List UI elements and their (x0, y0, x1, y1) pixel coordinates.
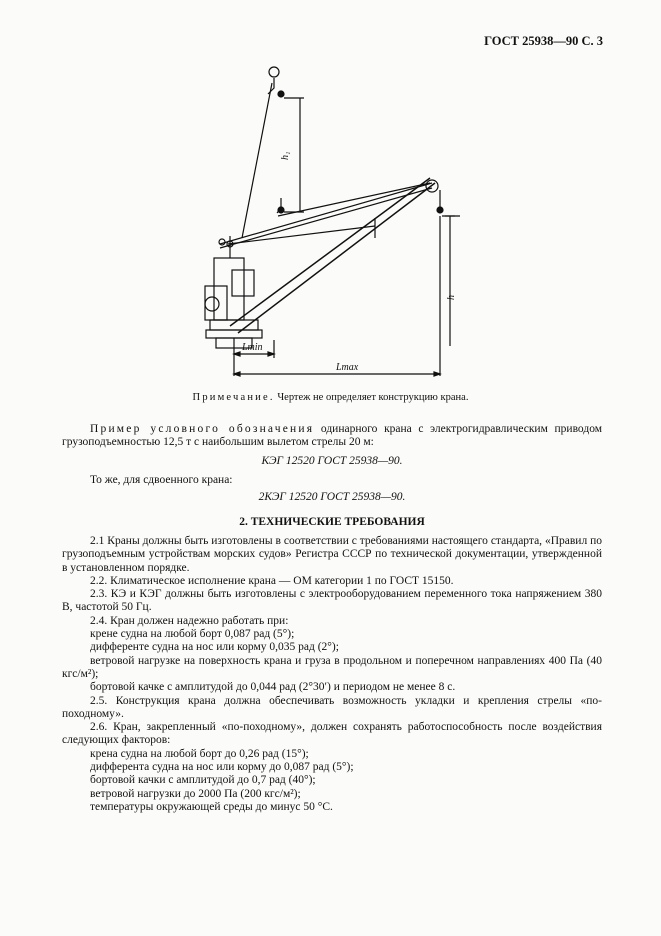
boom-rope-2 (220, 188, 432, 248)
clause-2-2: 2.2. Климатическое исполнение крана — ОМ категории 1 по ГОСТ 15150. (90, 574, 454, 587)
page-header: ГОСТ 25938—90 С. 3 (484, 34, 603, 48)
designation-double-block (62, 491, 602, 504)
label-h: h (446, 295, 457, 300)
crane-machinery (232, 270, 254, 296)
clause-2-6-item-1: крена судна на любой борт до 0,26 рад (15°); (90, 747, 309, 760)
rope-top (242, 83, 272, 238)
clause-2-6-item-2: дифферента судна на нос или корму до 0,087 рад (5°); (90, 761, 354, 774)
crane-drawing (150, 58, 480, 388)
boom-upper-edge (230, 178, 430, 326)
section-title-block (62, 516, 602, 529)
label-lmin: Lmin (242, 342, 263, 353)
figure-note-label: Примечание. (192, 392, 275, 403)
clause-2-4-wind: ветровой нагрузке на поверхность крана и груза в продольном и поперечном направлениях 400 Па (40 кгс/м²); (62, 654, 602, 680)
same-double-block (62, 474, 602, 487)
same-double-text: То же, для сдвоенного крана: (90, 474, 233, 486)
figure-note-text: Чертеж не определяет конструкцию крана. (274, 392, 469, 403)
clause-2-4-roll: бортовой качке с амплитудой до 0,044 рад (2°30′) и периодом не менее 8 с. (90, 681, 456, 694)
winch-drum (205, 297, 219, 311)
clause-2-5: 2.5. Конструкция крана должна обеспечивать возможность укладки и крепления стрелы «по-походному». (62, 694, 602, 720)
base-ring (206, 330, 262, 338)
clause-2-6-item-4: ветровой нагрузки до 2000 Па (200 кгс/м²); (90, 787, 301, 800)
middle-hook-block (278, 207, 284, 213)
clause-2-6: 2.6. Кран, закрепленный «по-походному», должен сохранять работоспособность после воздействия следующих факторов: (62, 721, 602, 747)
example-block (62, 423, 602, 450)
figure-note (0, 392, 661, 403)
label-h1: h₁ (280, 151, 291, 160)
clause-2-6-item-3: бортовой качки с амплитудой до 0,7 рад (40°); (90, 774, 316, 787)
clause-2-3: 2.3. КЭ и КЭГ должны быть изготовлены с электрооборудованием переменного тока напряжением 380 В, частотой 50 Гц. (62, 588, 602, 614)
example-label: Пример условного обозначения (90, 423, 315, 435)
boom-rope-1 (220, 183, 432, 244)
section-body (62, 535, 602, 814)
designation-single: КЭГ 12520 ГОСТ 25938—90. (261, 455, 403, 467)
boom-rope-4 (278, 183, 430, 216)
top-hook-block (278, 91, 284, 97)
crane-schematic-svg (150, 58, 480, 388)
example-paragraph (62, 423, 602, 450)
boom-lower-edge (238, 183, 435, 333)
designation-single-block (62, 455, 602, 468)
clause-2-6-item-5: температуры окружающей среды до минус 50 °С. (90, 800, 333, 813)
crane-winch (205, 286, 227, 320)
clause-2-4-item-2: дифференте судна на нос или корму 0,035 рад (2°); (90, 641, 339, 654)
section-title: 2. ТЕХНИЧЕСКИЕ ТРЕБОВАНИЯ (239, 516, 425, 528)
designation-double: 2КЭГ 12520 ГОСТ 25938—90. (258, 491, 406, 503)
tip-hook (437, 207, 443, 213)
turntable (210, 320, 258, 330)
clause-2-1: 2.1 Краны должны быть изготовлены в соответствии с требованиями настоящего стандарта, «Правил по грузоподъемным устройствам морских судов» Регистра СССР по технической документации, утвержденной в установленном порядке. (62, 535, 602, 574)
label-lmax: Lmax (336, 362, 359, 373)
example-text: одинарного крана с электрогидравлическим приводом грузоподъемностью 12,5 т с наибольшим вылетом стрелы 20 м: (62, 423, 602, 449)
clause-2-4-item-1: крене судна на любой борт 0,087 рад (5°); (90, 628, 295, 641)
clause-2-4: 2.4. Кран должен надежно работать при: (90, 614, 289, 627)
crane-column (214, 258, 244, 320)
top-hook-ring (269, 67, 279, 77)
